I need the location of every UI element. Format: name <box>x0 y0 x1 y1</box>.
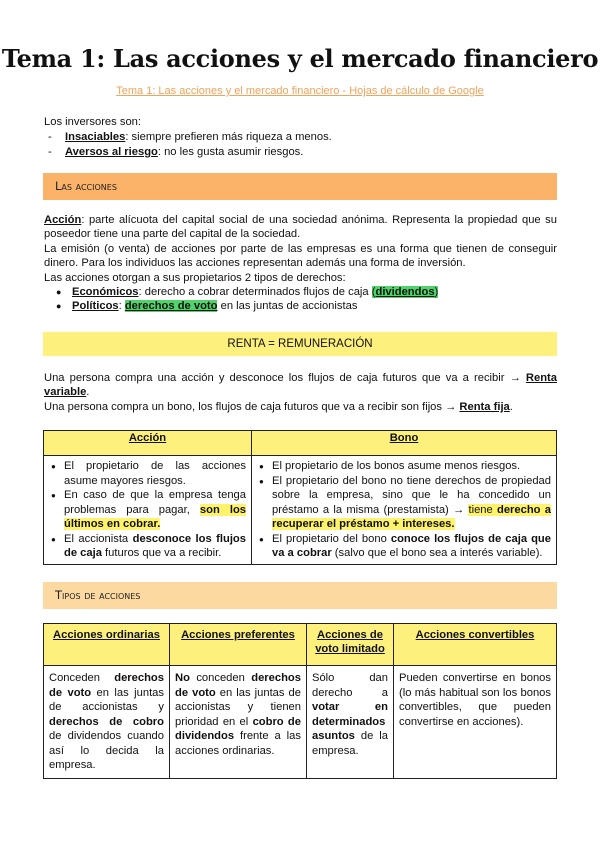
table-header: Acciones ordinarias <box>44 624 170 666</box>
investor-list <box>44 130 558 160</box>
table-header: Bono <box>252 431 557 456</box>
list-item: ● El propietario de los bonos asume menos riesgos. <box>272 459 551 474</box>
renta-comparison <box>44 371 557 414</box>
list-item: - Aversos al riesgo: no les gusta asumir riesgos. <box>44 145 558 160</box>
sheet-link[interactable]: Tema 1: Las acciones y el mercado financiero - Hojas de cálculo de Google <box>116 85 484 97</box>
list-item: ● Políticos: derechos de voto en las juntas de accionistas <box>72 299 557 313</box>
intro-block <box>44 115 558 160</box>
paragraph: Una persona compra una acción y desconoce los flujos de caja futuros que va a recibir → Renta variable. <box>44 372 557 399</box>
table-header: Acción <box>44 431 252 456</box>
table-header: Acciones de voto limitado <box>307 624 394 666</box>
accion-bono-table <box>43 430 557 565</box>
table-cell-voto-limitado: Sólo dan derecho a votar en determinados asuntos de la empresa. <box>307 666 394 779</box>
list-item: ● El propietario del bono conoce los flujos de caja que va a cobrar (salvo que el bono sea a interés variable). <box>272 532 551 561</box>
intro-lead: Los inversores son: <box>44 116 142 128</box>
table-cell-preferentes: No conceden derechos de voto en las juntas de accionistas y tienen prioridad en el cobro de dividendos frente a las acciones ordinarias. <box>170 666 307 779</box>
tipos-acciones-table <box>43 623 557 779</box>
table-header: Acciones preferentes <box>170 624 307 666</box>
table-cell-accion <box>44 456 252 565</box>
section-heading-acciones: Las acciones <box>43 173 557 200</box>
definition: Acción: parte alícuota del capital social de una sociedad anónima. Representa la propiedad que su poseedor tiene una parte del capital de la sociedad. <box>44 214 557 241</box>
list-item: ● En caso de que la empresa tenga problemas para pagar, son los últimos en cobrar. <box>64 488 246 532</box>
acciones-body <box>44 213 557 314</box>
list-item: ● El accionista desconoce los flujos de caja futuros que va a recibir. <box>64 532 246 561</box>
page-title: Tema 1: Las acciones y el mercado financiero <box>1 44 599 73</box>
table-cell-bono <box>252 456 557 565</box>
section-heading-tipos: Tipos de acciones <box>43 582 557 609</box>
paragraph: Una persona compra un bono, los flujos de caja futuros que va a recibir son fijos → Renta fija. <box>44 400 513 413</box>
table-cell-ordinarias: Conceden derechos de voto en las juntas de accionistas y derechos de cobro de dividendos cuando así lo decida la empresa. <box>44 666 170 779</box>
table-header: Acciones convertibles <box>394 624 557 666</box>
paragraph: La emisión (o venta) de acciones por parte de las empresas es una forma que tienen de conseguir dinero. Para los individuos las acciones representan además una forma de inversión. <box>44 242 557 270</box>
list-item: - Insaciables: siempre prefieren más riqueza a menos. <box>44 130 558 145</box>
list-item: ● Económicos: derecho a cobrar determinados flujos de caja (dividendos) <box>72 285 557 299</box>
renta-banner: RENTA = REMUNERACIÓN <box>43 332 557 356</box>
table-cell-convertibles: Pueden convertirse en bonos (lo más habitual son los bonos convertibles, que pueden convertirse en acciones). <box>394 666 557 779</box>
rights-list <box>44 285 557 314</box>
paragraph: Las acciones otorgan a sus propietarios 2 tipos de derechos: <box>44 271 346 284</box>
list-item: ● El propietario de las acciones asume mayores riesgos. <box>64 459 246 488</box>
list-item: ● El propietario del bono no tiene derechos de propiedad sobre la empresa, sino que le ha concedido un préstamo a la misma (prestamista) → tiene derecho a recuperar el préstamo + intereses. <box>272 474 551 532</box>
